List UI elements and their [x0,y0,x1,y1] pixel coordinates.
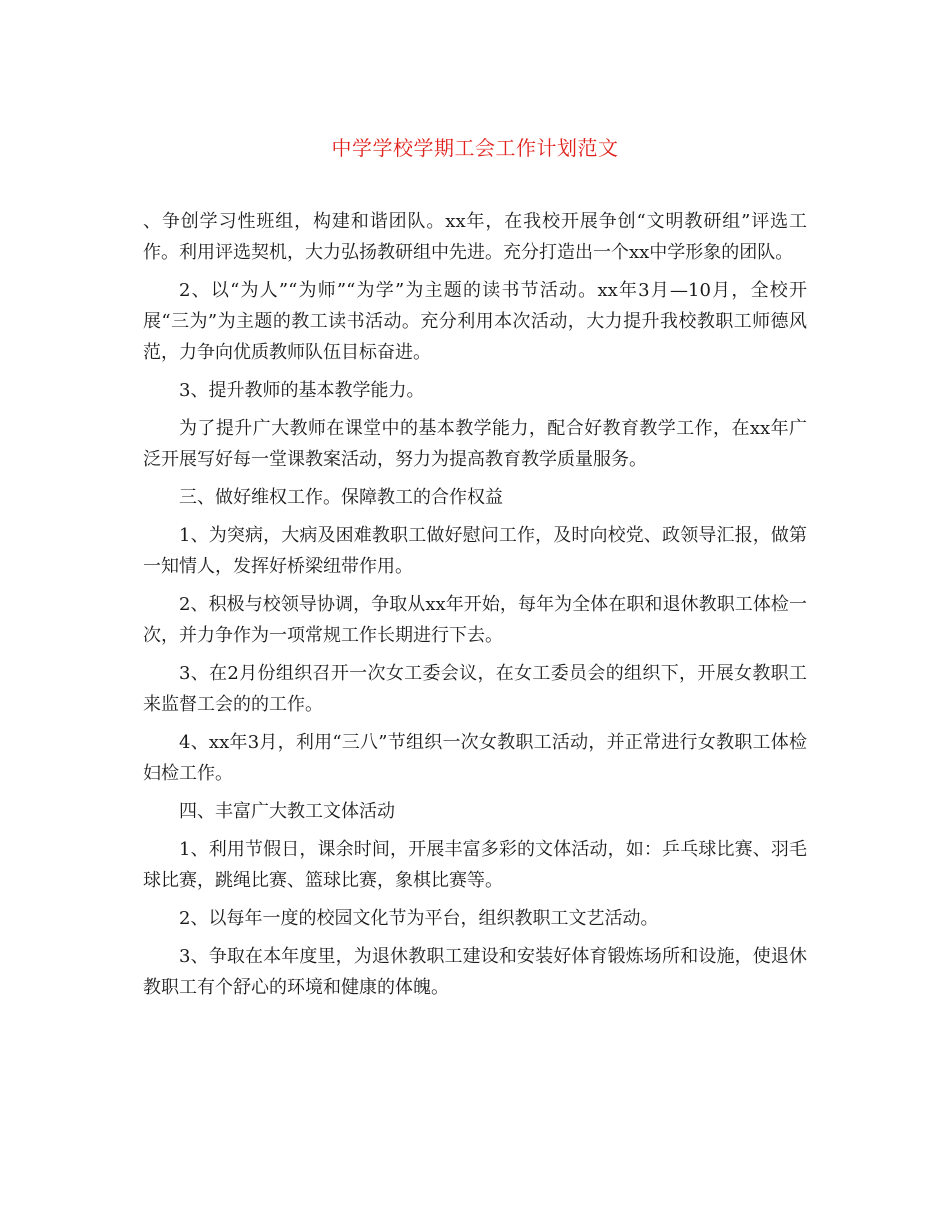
paragraph-retiree-facilities: 3、争取在本年度里，为退休教职工建设和安装好体育锻炼场所和设施，使退休教职工有个舒心的环境和健康的体魄。 [143,946,807,998]
section-heading-activities: 四、丰富广大教工文体活动 [179,801,395,822]
document-body [143,206,807,1010]
paragraph-condolence: 1、为突病，大病及困难教职工做好慰问工作，及时向校党、政领导汇报，做第一知情人，发挥好桥梁纽带作用。 [143,525,807,577]
paragraph-health-check: 2、积极与校领导协调，争取从xx年开始，每年为全体在职和退休教职工体检一次，并力争作为一项常规工作长期进行下去。 [143,594,807,646]
paragraph-reading-festival: 2、以“为人”“为师”“为学”为主题的读书节活动。xx年3月—10月，全校开展“三为”为主题的教工读书活动。充分利用本次活动，大力提升我校教职工师德风范，力争向优质教师队伍目标奋进。 [143,280,807,363]
paragraph-culture-festival: 2、以每年一度的校园文化节为平台，组织教职工文艺活动。 [179,908,659,929]
section-heading-rights: 三、做好维权工作。保障教工的合作权益 [179,487,503,508]
paragraph-sports: 1、利用节假日，课余时间，开展丰富多彩的文体活动，如：乒乓球比赛、羽毛球比赛，跳绳比赛、篮球比赛，象棋比赛等。 [143,839,807,891]
document-title: 中学学校学期工会工作计划范文 [331,136,619,160]
paragraph-women-committee: 3、在2月份组织召开一次女工委会议，在女工委员会的组织下，开展女教职工来监督工会的的工作。 [143,663,807,715]
paragraph-team-building: 、争创学习性班组，构建和谐团队。xx年，在我校开展争创“文明教研组”评选工作。利用评选契机，大力弘扬教研组中先进。充分打造出一个xx中学形象的团队。 [143,211,807,263]
paragraph-teaching-ability-heading: 3、提升教师的基本教学能力。 [179,380,425,401]
paragraph-teaching-ability: 为了提升广大教师在课堂中的基本教学能力，配合好教育教学工作，在xx年广泛开展写好每一堂课教案活动，努力为提高教育教学质量服务。 [143,418,807,470]
paragraph-womens-day: 4、xx年3月，利用“三八”节组织一次女教职工活动，并正常进行女教职工体检妇检工作。 [143,732,807,784]
